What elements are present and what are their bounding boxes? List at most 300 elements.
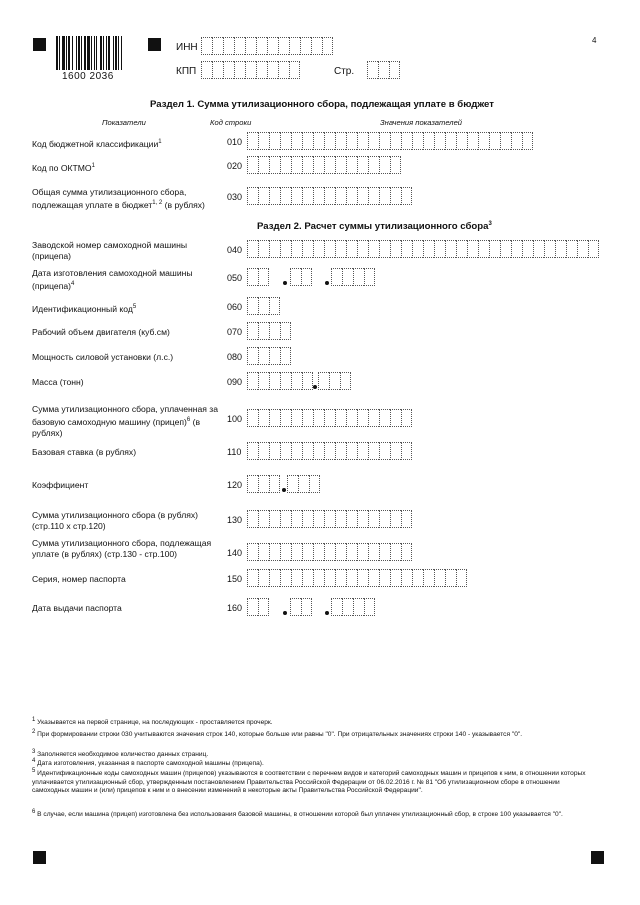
row-value-field[interactable] xyxy=(247,297,280,315)
input-cell[interactable] xyxy=(269,543,280,561)
input-cell[interactable] xyxy=(346,156,357,174)
input-cell[interactable] xyxy=(511,132,522,150)
col-values-header: Значения показателей xyxy=(380,118,463,127)
input-cell[interactable] xyxy=(368,156,379,174)
row-code: 130 xyxy=(227,515,243,525)
footnote xyxy=(32,808,587,820)
row-value-field[interactable] xyxy=(247,475,280,493)
input-cell[interactable] xyxy=(300,37,311,55)
input-cell[interactable] xyxy=(357,240,368,258)
input-cell[interactable] xyxy=(412,132,423,150)
input-cell[interactable] xyxy=(577,240,588,258)
input-cell[interactable] xyxy=(280,543,291,561)
input-cell[interactable] xyxy=(302,409,313,427)
input-cell[interactable] xyxy=(544,240,555,258)
input-cell[interactable] xyxy=(313,442,324,460)
input-cell[interactable] xyxy=(291,156,302,174)
input-cell[interactable] xyxy=(390,543,401,561)
input-cell[interactable] xyxy=(302,187,313,205)
input-cell[interactable] xyxy=(247,322,258,340)
input-cell[interactable] xyxy=(353,268,364,286)
input-cell[interactable] xyxy=(412,240,423,258)
input-cell[interactable] xyxy=(258,372,269,390)
row-label-text: Сумма утилизационного сбора, уплаченная за базовую самоходную машину (прицеп) xyxy=(32,404,219,427)
input-cell[interactable] xyxy=(280,372,291,390)
input-cell[interactable] xyxy=(247,347,258,365)
input-cell[interactable] xyxy=(423,569,434,587)
input-cell[interactable] xyxy=(379,543,390,561)
input-cell[interactable] xyxy=(258,297,269,315)
input-cell[interactable] xyxy=(346,569,357,587)
input-cell[interactable] xyxy=(269,132,280,150)
input-cell[interactable] xyxy=(342,268,353,286)
input-cell[interactable] xyxy=(280,132,291,150)
input-cell[interactable] xyxy=(247,543,258,561)
input-cell[interactable] xyxy=(390,409,401,427)
input-cell[interactable] xyxy=(423,132,434,150)
input-cell[interactable] xyxy=(247,240,258,258)
input-cell[interactable] xyxy=(313,543,324,561)
input-cell[interactable] xyxy=(313,132,324,150)
input-cell[interactable] xyxy=(445,132,456,150)
input-cell[interactable] xyxy=(368,409,379,427)
input-cell[interactable] xyxy=(269,510,280,528)
input-cell[interactable] xyxy=(500,132,511,150)
input-cell[interactable] xyxy=(329,372,340,390)
input-cell[interactable] xyxy=(258,268,269,286)
input-cell[interactable] xyxy=(401,187,412,205)
kpp-field[interactable] xyxy=(201,61,300,79)
input-cell[interactable] xyxy=(467,132,478,150)
input-cell[interactable] xyxy=(247,442,258,460)
input-cell[interactable] xyxy=(324,569,335,587)
input-cell[interactable] xyxy=(291,409,302,427)
input-cell[interactable] xyxy=(280,240,291,258)
row-label-text: Рабочий объем двигателя (куб.см) xyxy=(32,327,170,337)
input-cell[interactable] xyxy=(247,510,258,528)
page-field[interactable] xyxy=(367,61,400,79)
input-cell[interactable] xyxy=(478,240,489,258)
input-cell[interactable] xyxy=(280,322,291,340)
row-code: 010 xyxy=(227,137,243,147)
input-cell[interactable] xyxy=(280,156,291,174)
row-value-field[interactable] xyxy=(247,187,412,205)
input-cell[interactable] xyxy=(258,543,269,561)
input-cell[interactable] xyxy=(357,569,368,587)
footnote-number: 2 xyxy=(32,729,36,735)
input-cell[interactable] xyxy=(290,598,301,616)
input-cell[interactable] xyxy=(258,187,269,205)
input-cell[interactable] xyxy=(324,543,335,561)
input-cell[interactable] xyxy=(522,132,533,150)
row-value-field[interactable] xyxy=(247,268,269,286)
input-cell[interactable] xyxy=(346,409,357,427)
input-cell[interactable] xyxy=(368,132,379,150)
input-cell[interactable] xyxy=(364,268,375,286)
row-value-field[interactable] xyxy=(290,268,312,286)
input-cell[interactable] xyxy=(313,409,324,427)
input-cell[interactable] xyxy=(290,268,301,286)
input-cell[interactable] xyxy=(256,37,267,55)
input-cell[interactable] xyxy=(588,240,599,258)
row-value-field[interactable] xyxy=(331,268,375,286)
input-cell[interactable] xyxy=(390,510,401,528)
input-cell[interactable] xyxy=(280,569,291,587)
input-cell[interactable] xyxy=(335,240,346,258)
input-cell[interactable] xyxy=(247,268,258,286)
input-cell[interactable] xyxy=(269,475,280,493)
input-cell[interactable] xyxy=(401,409,412,427)
input-cell[interactable] xyxy=(346,510,357,528)
input-cell[interactable] xyxy=(390,132,401,150)
input-cell[interactable] xyxy=(335,543,346,561)
row-code: 100 xyxy=(227,414,243,424)
row-value-field[interactable] xyxy=(247,132,533,150)
input-cell[interactable] xyxy=(353,598,364,616)
input-cell[interactable] xyxy=(302,372,313,390)
input-cell[interactable] xyxy=(379,240,390,258)
separator-dot xyxy=(313,385,317,389)
footnote-text: Дата изготовления, указанная в паспорте самоходной машины (прицепа). xyxy=(35,760,264,768)
row-value-field[interactable] xyxy=(287,475,320,493)
row-label xyxy=(32,240,222,262)
row-code: 040 xyxy=(227,245,243,255)
input-cell[interactable] xyxy=(291,543,302,561)
input-cell[interactable] xyxy=(379,569,390,587)
input-cell[interactable] xyxy=(302,569,313,587)
row-value-field[interactable] xyxy=(247,442,412,460)
input-cell[interactable] xyxy=(368,510,379,528)
input-cell[interactable] xyxy=(335,510,346,528)
input-cell[interactable] xyxy=(331,598,342,616)
input-cell[interactable] xyxy=(269,372,280,390)
input-cell[interactable] xyxy=(258,240,269,258)
input-cell[interactable] xyxy=(258,569,269,587)
input-cell[interactable] xyxy=(324,187,335,205)
input-cell[interactable] xyxy=(302,543,313,561)
row-value-field[interactable] xyxy=(247,598,269,616)
input-cell[interactable] xyxy=(335,132,346,150)
inn-label: ИНН xyxy=(176,42,198,53)
input-cell[interactable] xyxy=(368,543,379,561)
input-cell[interactable] xyxy=(434,240,445,258)
input-cell[interactable] xyxy=(269,187,280,205)
input-cell[interactable] xyxy=(511,240,522,258)
row-value-field[interactable] xyxy=(247,240,599,258)
input-cell[interactable] xyxy=(280,347,291,365)
input-cell[interactable] xyxy=(456,569,467,587)
input-cell[interactable] xyxy=(324,409,335,427)
input-cell[interactable] xyxy=(280,442,291,460)
input-cell[interactable] xyxy=(379,156,390,174)
input-cell[interactable] xyxy=(267,61,278,79)
input-cell[interactable] xyxy=(346,187,357,205)
input-cell[interactable] xyxy=(456,240,467,258)
input-cell[interactable] xyxy=(309,475,320,493)
page-label: Стр. xyxy=(334,66,355,77)
input-cell[interactable] xyxy=(533,240,544,258)
row-label xyxy=(32,302,222,315)
input-cell[interactable] xyxy=(357,543,368,561)
input-cell[interactable] xyxy=(368,240,379,258)
input-cell[interactable] xyxy=(324,240,335,258)
input-cell[interactable] xyxy=(269,347,280,365)
input-cell[interactable] xyxy=(342,598,353,616)
input-cell[interactable] xyxy=(289,37,300,55)
row-label-text: Код бюджетной классификации xyxy=(32,138,159,149)
row-value-field[interactable] xyxy=(247,322,291,340)
input-cell[interactable] xyxy=(401,240,412,258)
page-number: 4 xyxy=(592,36,597,45)
footnote-text: Заполняется необходимое количество данных страниц. xyxy=(35,751,209,759)
input-cell[interactable] xyxy=(379,409,390,427)
footnote-number: 6 xyxy=(32,809,36,815)
input-cell[interactable] xyxy=(379,132,390,150)
row-value-field[interactable] xyxy=(247,543,412,561)
input-cell[interactable] xyxy=(313,240,324,258)
input-cell[interactable] xyxy=(280,510,291,528)
input-cell[interactable] xyxy=(445,569,456,587)
input-cell[interactable] xyxy=(256,61,267,79)
input-cell[interactable] xyxy=(331,268,342,286)
input-cell[interactable] xyxy=(247,187,258,205)
input-cell[interactable] xyxy=(357,156,368,174)
barcode-number: 1600 2036 xyxy=(62,71,114,82)
input-cell[interactable] xyxy=(287,475,298,493)
input-cell[interactable] xyxy=(324,510,335,528)
input-cell[interactable] xyxy=(212,37,223,55)
row-label-text: Сумма утилизационного сбора (в рублях) (стр.110 х стр.120) xyxy=(32,510,199,531)
input-cell[interactable] xyxy=(401,442,412,460)
row-code: 140 xyxy=(227,548,243,558)
input-cell[interactable] xyxy=(313,187,324,205)
row-label-footnote: 6 xyxy=(186,417,191,423)
input-cell[interactable] xyxy=(324,132,335,150)
input-cell[interactable] xyxy=(555,240,566,258)
footnote-number: 4 xyxy=(32,758,36,764)
input-cell[interactable] xyxy=(364,598,375,616)
input-cell[interactable] xyxy=(357,187,368,205)
row-label-text: Заводской номер самоходной машины (прицепа) xyxy=(32,240,188,261)
input-cell[interactable] xyxy=(302,510,313,528)
footnote-number: 3 xyxy=(32,749,36,755)
inn-field[interactable] xyxy=(201,37,333,55)
row-value-field[interactable] xyxy=(331,598,375,616)
input-cell[interactable] xyxy=(478,132,489,150)
input-cell[interactable] xyxy=(357,510,368,528)
input-cell[interactable] xyxy=(390,187,401,205)
input-cell[interactable] xyxy=(278,61,289,79)
input-cell[interactable] xyxy=(335,187,346,205)
input-cell[interactable] xyxy=(269,297,280,315)
input-cell[interactable] xyxy=(423,240,434,258)
input-cell[interactable] xyxy=(378,61,389,79)
input-cell[interactable] xyxy=(223,61,234,79)
input-cell[interactable] xyxy=(434,569,445,587)
input-cell[interactable] xyxy=(390,569,401,587)
input-cell[interactable] xyxy=(269,240,280,258)
input-cell[interactable] xyxy=(379,442,390,460)
input-cell[interactable] xyxy=(278,37,289,55)
row-value-field[interactable] xyxy=(247,510,412,528)
footnote xyxy=(32,716,587,728)
input-cell[interactable] xyxy=(335,442,346,460)
input-cell[interactable] xyxy=(340,372,351,390)
input-cell[interactable] xyxy=(368,442,379,460)
input-cell[interactable] xyxy=(291,187,302,205)
footnote-text: Идентификационные коды самоходных машин (прицепов) указываются в соответствии с перечнем видов и категорий самоходных машин и прицепов к ним, в отношении которых уплачивается утилизационный сбор, утвержденным постановлением Правительства Российской Федерации от 06.02.2016 г. № 81 "Об утилизационном сборе в отношении самоходных машин и (или) прицепов к ним и о внесении изменений в некоторые акты Правительства Российской Федерации". xyxy=(32,770,586,794)
separator-dot xyxy=(325,281,329,285)
input-cell[interactable] xyxy=(445,240,456,258)
corner-marker-top-left xyxy=(33,38,46,51)
input-cell[interactable] xyxy=(467,240,478,258)
input-cell[interactable] xyxy=(298,475,309,493)
input-cell[interactable] xyxy=(434,132,445,150)
input-cell[interactable] xyxy=(346,442,357,460)
row-value-field[interactable] xyxy=(290,598,312,616)
row-value-field[interactable] xyxy=(318,372,351,390)
row-label-footnote: 1, 2 xyxy=(152,200,163,206)
input-cell[interactable] xyxy=(401,510,412,528)
input-cell[interactable] xyxy=(313,569,324,587)
input-cell[interactable] xyxy=(357,409,368,427)
input-cell[interactable] xyxy=(302,156,313,174)
input-cell[interactable] xyxy=(367,61,378,79)
input-cell[interactable] xyxy=(291,510,302,528)
input-cell[interactable] xyxy=(258,132,269,150)
row-value-field[interactable] xyxy=(247,156,401,174)
input-cell[interactable] xyxy=(269,322,280,340)
input-cell[interactable] xyxy=(269,569,280,587)
input-cell[interactable] xyxy=(318,372,329,390)
input-cell[interactable] xyxy=(234,61,245,79)
input-cell[interactable] xyxy=(390,442,401,460)
row-value-field[interactable] xyxy=(247,372,313,390)
row-label-text: Дата изготовления самоходной машины (прицепа) xyxy=(32,268,193,291)
input-cell[interactable] xyxy=(302,442,313,460)
row-code: 110 xyxy=(227,447,242,457)
section1-title: Раздел 1. Сумма утилизационного сбора, подлежащая уплате в бюджет xyxy=(150,99,494,110)
row-value-field[interactable] xyxy=(247,347,291,365)
input-cell[interactable] xyxy=(258,322,269,340)
input-cell[interactable] xyxy=(247,372,258,390)
input-cell[interactable] xyxy=(247,297,258,315)
row-label xyxy=(32,603,222,614)
input-cell[interactable] xyxy=(311,37,322,55)
input-cell[interactable] xyxy=(247,156,258,174)
input-cell[interactable] xyxy=(489,240,500,258)
input-cell[interactable] xyxy=(335,409,346,427)
input-cell[interactable] xyxy=(247,475,258,493)
input-cell[interactable] xyxy=(401,569,412,587)
input-cell[interactable] xyxy=(291,240,302,258)
input-cell[interactable] xyxy=(301,598,312,616)
input-cell[interactable] xyxy=(201,61,212,79)
input-cell[interactable] xyxy=(258,409,269,427)
input-cell[interactable] xyxy=(324,156,335,174)
input-cell[interactable] xyxy=(566,240,577,258)
input-cell[interactable] xyxy=(291,569,302,587)
input-cell[interactable] xyxy=(412,569,423,587)
row-label-footnote: 5 xyxy=(132,304,137,310)
input-cell[interactable] xyxy=(245,37,256,55)
input-cell[interactable] xyxy=(245,61,256,79)
input-cell[interactable] xyxy=(234,37,245,55)
input-cell[interactable] xyxy=(324,442,335,460)
footnote-number: 1 xyxy=(32,717,36,723)
row-label xyxy=(32,574,222,585)
input-cell[interactable] xyxy=(223,37,234,55)
input-cell[interactable] xyxy=(390,240,401,258)
row-value-field[interactable] xyxy=(247,569,467,587)
input-cell[interactable] xyxy=(368,569,379,587)
input-cell[interactable] xyxy=(291,372,302,390)
input-cell[interactable] xyxy=(280,187,291,205)
input-cell[interactable] xyxy=(346,543,357,561)
row-value-field[interactable] xyxy=(247,409,412,427)
input-cell[interactable] xyxy=(401,132,412,150)
input-cell[interactable] xyxy=(267,37,278,55)
input-cell[interactable] xyxy=(258,598,269,616)
input-cell[interactable] xyxy=(368,187,379,205)
input-cell[interactable] xyxy=(269,409,280,427)
input-cell[interactable] xyxy=(357,132,368,150)
input-cell[interactable] xyxy=(346,132,357,150)
input-cell[interactable] xyxy=(489,132,500,150)
input-cell[interactable] xyxy=(280,409,291,427)
input-cell[interactable] xyxy=(247,132,258,150)
input-cell[interactable] xyxy=(346,240,357,258)
input-cell[interactable] xyxy=(258,156,269,174)
input-cell[interactable] xyxy=(258,510,269,528)
input-cell[interactable] xyxy=(291,132,302,150)
input-cell[interactable] xyxy=(301,268,312,286)
input-cell[interactable] xyxy=(401,543,412,561)
input-cell[interactable] xyxy=(258,475,269,493)
input-cell[interactable] xyxy=(500,240,511,258)
separator-dot xyxy=(283,281,287,285)
input-cell[interactable] xyxy=(247,598,258,616)
input-cell[interactable] xyxy=(269,442,280,460)
input-cell[interactable] xyxy=(357,442,368,460)
row-label xyxy=(32,268,222,292)
row-label xyxy=(32,538,222,560)
input-cell[interactable] xyxy=(247,569,258,587)
input-cell[interactable] xyxy=(390,156,401,174)
input-cell[interactable] xyxy=(302,240,313,258)
input-cell[interactable] xyxy=(379,510,390,528)
input-cell[interactable] xyxy=(313,156,324,174)
input-cell[interactable] xyxy=(313,510,324,528)
input-cell[interactable] xyxy=(379,187,390,205)
input-cell[interactable] xyxy=(269,156,280,174)
input-cell[interactable] xyxy=(212,61,223,79)
input-cell[interactable] xyxy=(291,442,302,460)
footnote-text: Указывается на первой странице, на последующих - проставляется прочерк. xyxy=(35,719,273,727)
input-cell[interactable] xyxy=(289,61,300,79)
input-cell[interactable] xyxy=(335,156,346,174)
input-cell[interactable] xyxy=(335,569,346,587)
input-cell[interactable] xyxy=(247,409,258,427)
input-cell[interactable] xyxy=(322,37,333,55)
input-cell[interactable] xyxy=(389,61,400,79)
input-cell[interactable] xyxy=(522,240,533,258)
input-cell[interactable] xyxy=(456,132,467,150)
input-cell[interactable] xyxy=(258,442,269,460)
input-cell[interactable] xyxy=(258,347,269,365)
input-cell[interactable] xyxy=(302,132,313,150)
input-cell[interactable] xyxy=(201,37,212,55)
